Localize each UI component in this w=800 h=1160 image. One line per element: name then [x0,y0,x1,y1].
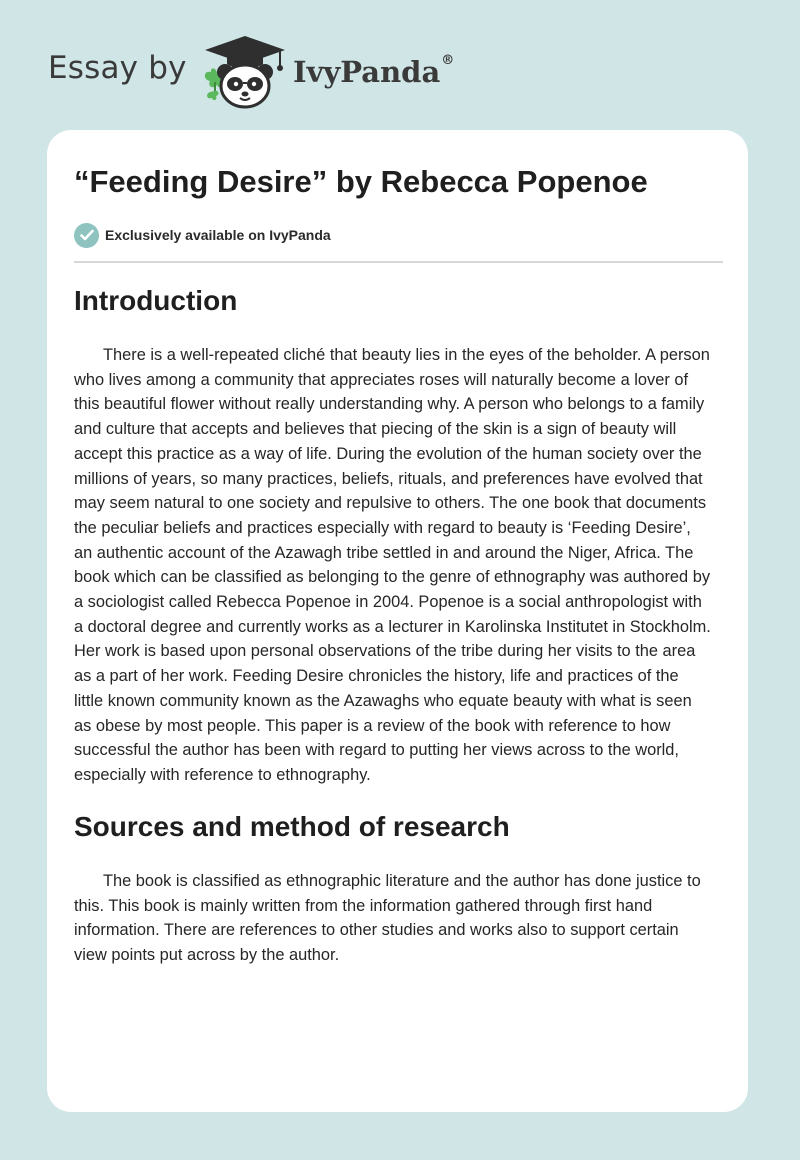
text-line: who lives among a community that appreciates roses will naturally become a lover of [74,370,689,389]
brand-name[interactable]: IvyPanda® [293,53,455,89]
page-title: “Feeding Desire” by Rebecca Popenoe [74,164,648,199]
title-divider [74,261,723,263]
text-line: view points put across by the author. [74,946,340,965]
essay-by-label: Essay by [48,50,187,86]
text-line: this. This book is mainly written from the information gathered through first hand [74,896,653,915]
essay-card [47,130,748,1112]
text-line: may seem natural to one society and repulsive to others. The one book that documents [74,494,707,513]
text-line: a doctoral degree and currently works as a lecturer in Karolinska Institutet in Stockholm. [74,617,711,636]
text-line: a sociologist called Rebecca Popenoe in 2004. Popenoe is a social anthropologist with [74,593,702,612]
check-icon [74,223,99,248]
text-line: the peculiar beliefs and practices especially with regard to beauty is ‘Feeding Desire’, [74,518,691,537]
section-heading-introduction: Introduction [74,285,238,316]
text-line: accept this practice as a way of life. During the evolution of the human society over the [74,444,702,463]
text-line: and culture that accepts and believes that piecing of the skin is a sign of beauty will [74,420,677,439]
exclusive-badge-label: Exclusively available on IvyPanda [105,227,331,243]
text-line: Her work is based upon personal observations of the tribe during her visits to the area [74,642,696,661]
panda-logo-icon[interactable] [201,34,289,110]
text-line: as obese by most people. This paper is a review of the book with reference to how [74,716,671,735]
text-line: The book is classified as ethnographic literature and the author has done justice to [103,872,701,890]
text-line: this beautiful flower without really understanding why. A person who belongs to a family [74,395,705,414]
paragraph-introduction [74,343,734,788]
paragraph-sources [74,869,734,968]
text-line: There is a well-repeated cliché that beauty lies in the eyes of the beholder. A person [103,346,710,364]
text-line: as a part of her work. Feeding Desire chronicles the history, life and practices of the [74,667,679,686]
text-line: little known community known as the Azawaghs who equate beauty with what is seen [74,691,692,710]
section-heading-sources: Sources and method of research [74,811,510,842]
text-line: especially with reference to ethnography. [74,765,371,784]
text-line: successful the author has been with regard to putting her views across to the world, [74,741,679,760]
text-line: millions of years, so many practices, beliefs, rituals, and preferences have evolved that [74,469,703,488]
exclusive-badge [74,222,331,248]
text-line: an authentic account of the Azawagh tribe settled in and around the Niger, Africa. The [74,543,694,562]
text-line: book which can be classified as belonging to the genre of ethnography was authored by [74,568,711,587]
registered-mark: ® [441,53,455,68]
text-line: information. There are references to other studies and works also to support certain [74,921,679,940]
site-header [0,0,800,130]
